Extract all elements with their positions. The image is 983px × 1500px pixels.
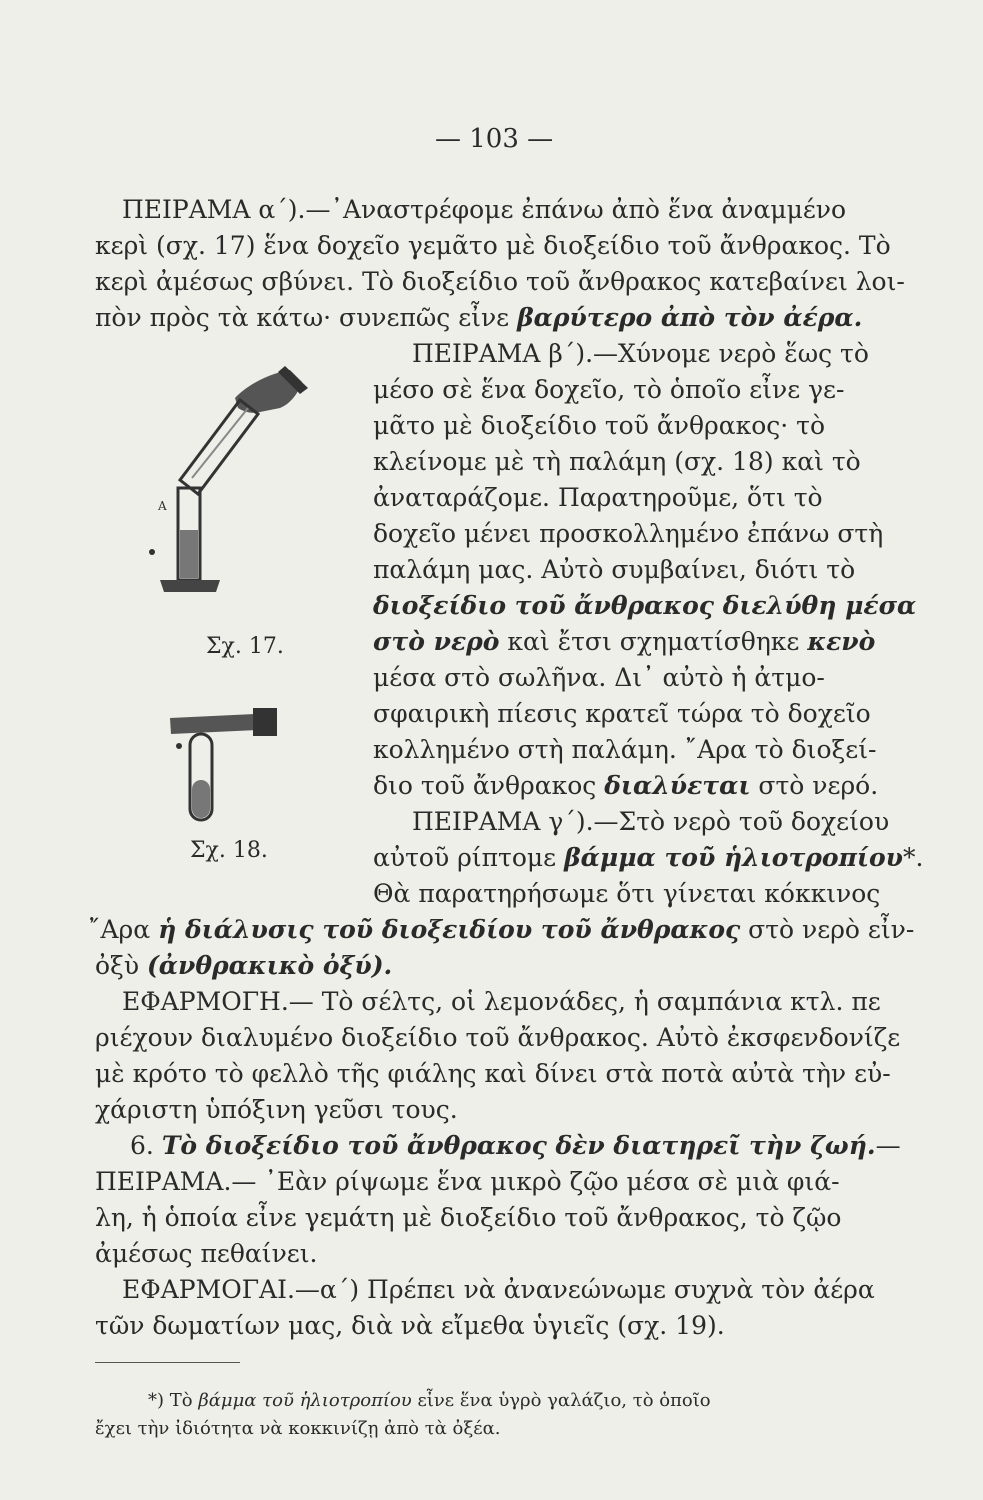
text-line: ΠΕΙΡΑΜΑ γ΄).—Στὸ νερὸ τοῦ δοχείου: [412, 807, 890, 836]
footnote-line: ἔχει τὴν ἰδιότητα νὰ κοκκινίζῃ ἀπὸ τὰ ὀξέα.: [95, 1418, 501, 1439]
text-line: πὸν πρὸς τὰ κάτω· συνεπῶς εἶνε βαρύτερο ἀπὸ τὸν ἀέρα.: [95, 303, 863, 332]
text-line: δοχεῖο μένει προσκολλημένο ἐπάνω στὴ: [373, 519, 884, 548]
text-line: αὐτοῦ ρίπτομε βάμμα τοῦ ἡλιοτροπίου*.: [373, 843, 924, 872]
text-line: μέσα στὸ σωλῆνα. Δι᾿ αὐτὸ ἡ ἀτμο-: [373, 663, 825, 692]
text-line: ΕΦΑΡΜΟΓΑΙ.—α΄) Πρέπει νὰ ἀνανεώνωμε συχνὰ τὸν ἀέρα: [122, 1275, 875, 1304]
text-line: κλείνομε μὲ τὴ παλάμη (σχ. 18) καὶ τὸ: [373, 447, 861, 476]
figure-17-caption: Σχ. 17.: [206, 634, 284, 659]
text-line: παλάμη μας. Αὐτὸ συμβαίνει, διότι τὸ: [373, 555, 856, 584]
text-line: διο τοῦ ἄνθρακος διαλύεται στὸ νερό.: [373, 771, 879, 800]
text-line: λη, ἡ ὁποία εἶνε γεμάτη μὲ διοξείδιο τοῦ ἄνθρακος, τὸ ζῷο: [95, 1203, 842, 1232]
text-line: σφαιρικὴ πίεσις κρατεῖ τώρα τὸ δοχεῖο: [373, 699, 871, 728]
text-line: ριέχουν διαλυμένο διοξείδιο τοῦ ἄνθρακος. Αὐτὸ ἐκσφενδονίζε: [95, 1023, 901, 1052]
text-line: κολλημένο στὴ παλάμη. ῎Αρα τὸ διοξεί-: [373, 735, 877, 764]
footnote-rule: [95, 1362, 240, 1363]
text-line: ΠΕΙΡΑΜΑ α΄).—᾿Αναστρέφομε ἐπάνω ἀπὸ ἕνα ἀναμμένο: [122, 195, 847, 224]
svg-text:A: A: [158, 499, 167, 513]
text-line: ἀμέσως πεθαίνει.: [95, 1239, 318, 1268]
figure-18-caption: Σχ. 18.: [190, 838, 268, 863]
text-line: διοξείδιο τοῦ ἄνθρακος διελύθη μέσα: [373, 591, 917, 620]
text-line: χάριστη ὑπόξινη γεῦσι τους.: [95, 1095, 458, 1124]
text-line: τῶν δωματίων μας, διὰ νὰ εἴμεθα ὑγιεῖς (σχ. 19).: [95, 1311, 725, 1340]
text-line: κερὶ ἀμέσως σβύνει. Τὸ διοξείδιο τοῦ ἄνθρακος κατεβαίνει λοι-: [95, 267, 905, 296]
text-line: μᾶτο μὲ διοξείδιο τοῦ ἄνθρακος· τὸ: [373, 411, 826, 440]
section-heading: 6. Τὸ διοξείδιο τοῦ ἄνθρακος δὲν διατηρεῖ τὴν ζωή.—: [130, 1131, 901, 1160]
text-line: ΠΕΙΡΑΜΑ β΄).—Χύνομε νερὸ ἕως τὸ: [412, 339, 869, 368]
text-line: ἀναταράζομε. Παρατηροῦμε, ὅτι τὸ: [373, 483, 823, 512]
text-line: στὸ νερὸ καὶ ἔτσι σχηματίσθηκε κενὸ: [373, 627, 876, 656]
footnote-line: *) Τὸ βάμμα τοῦ ἡλιοτροπίου εἶνε ἕνα ὑγρὸ γαλάζιο, τὸ ὁποῖο: [148, 1390, 711, 1411]
text-line: μέσο σὲ ἕνα δοχεῖο, τὸ ὁποῖο εἶνε γε-: [373, 375, 845, 404]
text-line: ῎Αρα ἡ διάλυσις τοῦ διοξειδίου τοῦ ἄνθρακος στὸ νερὸ εἶν-: [88, 915, 915, 944]
page-number: — 103 —: [435, 124, 554, 154]
text-line: κερὶ (σχ. 17) ἕνα δοχεῖο γεμᾶτο μὲ διοξείδιο τοῦ ἄνθρακος. Τὸ: [95, 231, 891, 260]
figure-18-illustration: [165, 700, 295, 830]
figure-17-illustration: [140, 360, 320, 600]
text-line: ΠΕΙΡΑΜΑ.— ᾿Εὰν ρίψωμε ἕνα μικρὸ ζῷο μέσα σὲ μιὰ φιά-: [95, 1167, 840, 1196]
text-line: Θὰ παρατηρήσωμε ὅτι γίνεται κόκκινος: [373, 879, 881, 908]
text-line: ΕΦΑΡΜΟΓΗ.— Τὸ σέλτς, οἱ λεμονάδες, ἡ σαμπάνια κτλ. πε: [122, 987, 881, 1016]
text-line: ὀξὺ (ἀνθρακικὸ ὀξύ).: [95, 951, 393, 980]
text-line: μὲ κρότο τὸ φελλὸ τῆς φιάλης καὶ δίνει στὰ ποτὰ αὐτὰ τὴν εὐ-: [95, 1059, 891, 1088]
